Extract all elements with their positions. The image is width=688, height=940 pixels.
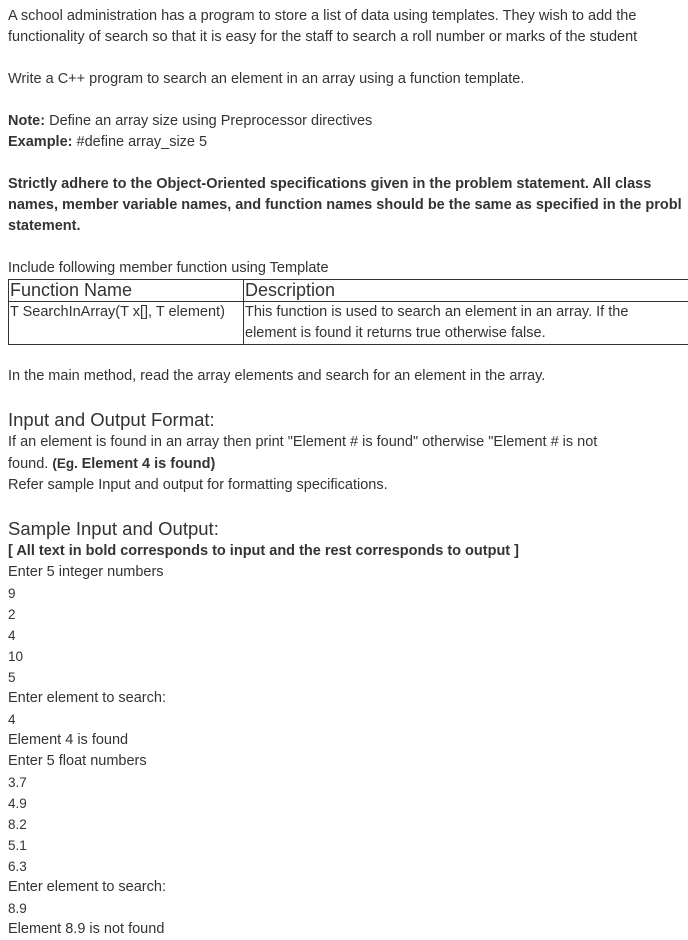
function-description <box>244 302 688 345</box>
task-statement: Write a C++ program to search an element in an array using a function template. <box>8 69 688 90</box>
function-signature: T SearchInArray(T x[], T element) <box>9 302 244 345</box>
note-label: Note: <box>8 113 45 129</box>
main-method-text: In the main method, read the array elements and search for an element in the array. <box>8 366 688 387</box>
strict-line-2: names, member variable names, and function names should be the same as specified in the probl <box>8 195 688 216</box>
sample-input-line: 3.7 <box>8 772 688 793</box>
note-text: Define an array size using Preprocessor directives <box>45 113 372 129</box>
sample-io-heading: Sample Input and Output: <box>8 517 688 541</box>
table-header-row <box>9 280 688 302</box>
io-format-line-1: If an element is found in an array then print "Element # is found" otherwise "Element # is not <box>8 432 688 453</box>
example-label: Example: <box>8 134 72 150</box>
note-line <box>8 111 688 132</box>
member-function-table <box>8 279 688 345</box>
example-text: #define array_size 5 <box>72 134 207 150</box>
io-format-heading: Input and Output Format: <box>8 408 688 432</box>
sample-io-note: [ All text in bold corresponds to input and the rest corresponds to output ] <box>8 541 688 562</box>
sample-output-line: Element 8.9 is not found <box>8 919 688 940</box>
sample-input-line: 10 <box>8 646 688 667</box>
header-description: Description <box>244 280 688 302</box>
sample-input-line: 6.3 <box>8 856 688 877</box>
sample-input-line: 9 <box>8 583 688 604</box>
sample-input-line: 2 <box>8 604 688 625</box>
sample-input-line: 8.9 <box>8 898 688 919</box>
sample-input-line: 4.9 <box>8 793 688 814</box>
sample-output-line: Enter element to search: <box>8 877 688 898</box>
sample-input-line: 5.1 <box>8 835 688 856</box>
sample-output-line: Enter 5 integer numbers <box>8 562 688 583</box>
problem-statement <box>8 6 688 940</box>
strict-line-3: statement. <box>8 216 688 237</box>
io-format-found-text: found. <box>8 456 52 472</box>
example-line <box>8 132 688 153</box>
description-line-1: This function is used to search an element in an array. If the <box>245 302 688 323</box>
intro-line-1: A school administration has a program to store a list of data using templates. They wish to add the <box>8 6 688 27</box>
sample-output-line: Enter 5 float numbers <box>8 751 688 772</box>
sample-input-line: 4 <box>8 709 688 730</box>
sample-input-line: 8.2 <box>8 814 688 835</box>
io-format-line-3: Refer sample Input and output for formatting specifications. <box>8 475 688 496</box>
sample-output-line: Element 4 is found <box>8 730 688 751</box>
sample-output-line: Enter element to search: <box>8 688 688 709</box>
description-line-2: element is found it returns true otherwise false. <box>245 323 688 344</box>
sample-io-lines <box>8 562 688 940</box>
sample-input-line: 4 <box>8 625 688 646</box>
intro-line-2: functionality of search so that it is easy for the staff to search a roll number or marks of the student <box>8 27 688 48</box>
header-function-name: Function Name <box>9 280 244 302</box>
strict-line-1: Strictly adhere to the Object-Oriented specifications given in the problem statement. All class <box>8 174 688 195</box>
io-format-eg-text: (Eg. <box>52 456 81 471</box>
sample-input-line: 5 <box>8 667 688 688</box>
io-format-line-2 <box>8 453 688 475</box>
io-format-example-bold: Element 4 is found) <box>82 456 216 472</box>
table-row <box>9 302 688 345</box>
table-caption: Include following member function using Template <box>8 258 688 279</box>
